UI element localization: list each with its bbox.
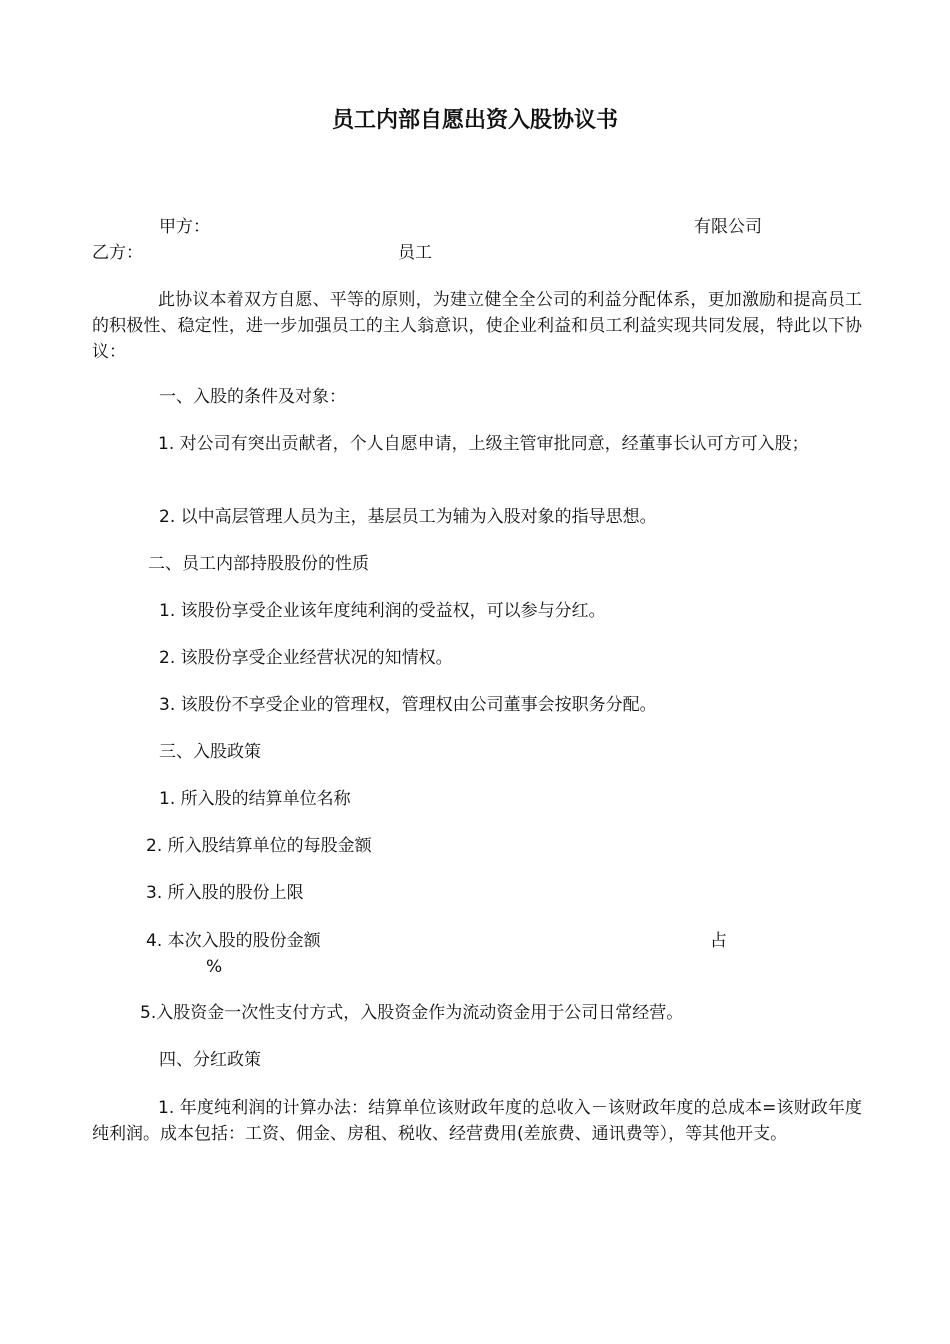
section2-item3: 3. 该股份不享受企业的管理权，管理权由公司董事会按职务分配。 [159,695,657,715]
section1-heading: 一、入股的条件及对象： [159,387,346,407]
party-b-label: 乙方： [92,243,143,263]
section2-item2: 2. 该股份享受企业经营状况的知情权。 [159,648,453,668]
section4-item1: 1. 年度纯利润的计算办法：结算单位该财政年度的总收入－该财政年度的总成本=该财政年度纯利润。成本包括：工资、佣金、房租、税收、经营费用(差旅费、通讯费等），等其他开支。 [92,1098,862,1144]
intro-paragraph: 此协议本着双方自愿、平等的原则，为建立健全全公司的利益分配体系，更加激励和提高员工的积极性、稳定性，进一步加强员工的主人翁意识，使企业利益和员工利益实现共同发展，特此以下协议： [92,290,862,362]
party-a-company-suffix: 有限公司 [694,217,762,237]
section1-item2: 2. 以中高层管理人员为主，基层员工为辅为入股对象的指导思想。 [159,507,657,527]
section3-heading: 三、入股政策 [159,742,261,762]
section3-item2: 2. 所入股结算单位的每股金额 [146,836,372,856]
section2-item1: 1. 该股份享受企业该年度纯利润的受益权，可以参与分红。 [159,601,606,621]
section3-item1: 1. 所入股的结算单位名称 [159,789,351,809]
section1-item1: 1. 对公司有突出贡献者，个人自愿申请，上级主管审批同意，经董事长认可方可入股； [158,434,809,454]
document-title: 员工内部自愿出资入股协议书 [331,108,618,133]
section3-item4-share: 占 [710,931,727,951]
party-b-employee-suffix: 员工 [398,243,432,263]
party-a-label: 甲方： [159,217,210,237]
section3-item4-percent: % [206,957,223,977]
section3-item4: 4. 本次入股的股份金额 [146,931,321,951]
section4-heading: 四、分红政策 [159,1050,261,1070]
section3-item3: 3. 所入股的股份上限 [146,883,304,903]
section3-item5: 5.入股资金一次性支付方式，入股资金作为流动资金用于公司日常经营。 [140,1003,684,1023]
section2-heading: 二、员工内部持股股份的性质 [148,554,369,574]
